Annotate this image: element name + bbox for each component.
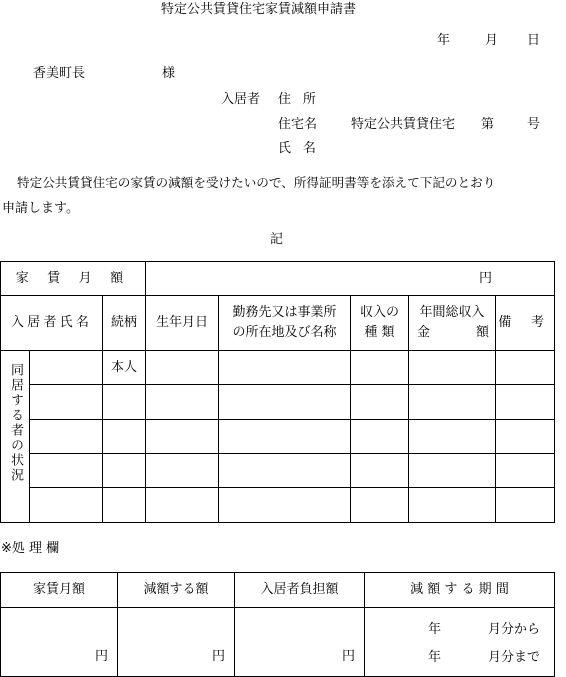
cell-birth[interactable] bbox=[146, 385, 219, 420]
header-income-type-line2: 種 類 bbox=[364, 325, 395, 340]
header-work-line2: の所在地及び名称 bbox=[232, 325, 337, 340]
cell-relation[interactable] bbox=[103, 488, 146, 523]
cohabitant-label-cell bbox=[1, 351, 30, 523]
header-remarks: 備 考 bbox=[496, 296, 555, 351]
cell-relation[interactable] bbox=[103, 454, 146, 488]
cell-income-type[interactable] bbox=[351, 420, 409, 454]
cell-birth[interactable] bbox=[146, 351, 219, 385]
rent-label-cell bbox=[1, 262, 146, 296]
yen-2: 円 bbox=[211, 649, 225, 664]
cell-remarks[interactable] bbox=[496, 420, 555, 454]
header-name: 入居者氏名 bbox=[1, 296, 103, 351]
body-text-line1: 特定公共賃貸住宅の家賃の減額を受けたいので、所得証明書等を添えて下記のとおり bbox=[17, 175, 496, 190]
rent-label: 家 賃 月 額 bbox=[15, 270, 131, 286]
cell-name[interactable] bbox=[30, 420, 103, 454]
date-year: 年 bbox=[437, 33, 451, 48]
name-label: 氏 名 bbox=[278, 141, 320, 156]
cell-income-type[interactable] bbox=[351, 488, 409, 523]
cell-work[interactable] bbox=[219, 488, 351, 523]
cell-income-type[interactable] bbox=[351, 385, 409, 420]
date-day: 日 bbox=[527, 33, 541, 48]
application-table bbox=[0, 261, 555, 523]
housing-value: 特定公共賃貸住宅 bbox=[351, 117, 456, 132]
cell-income-type[interactable] bbox=[351, 454, 409, 488]
processing-table bbox=[0, 572, 555, 677]
cell-work[interactable] bbox=[219, 454, 351, 488]
addressee-honorific: 様 bbox=[162, 66, 176, 81]
body-text-line2: 申請します。 bbox=[2, 201, 79, 216]
cell-annual-income[interactable] bbox=[409, 351, 496, 385]
cell-birth[interactable] bbox=[146, 454, 219, 488]
header-reduction: 減額する額 bbox=[118, 573, 235, 608]
housing-label: 住宅名 bbox=[278, 117, 318, 132]
cell-relation[interactable] bbox=[103, 420, 146, 454]
cell-annual-income[interactable] bbox=[409, 420, 496, 454]
period-from-month: 月分から bbox=[488, 622, 541, 637]
header-income-type-line1: 収入の bbox=[359, 305, 399, 320]
header-annual-income bbox=[409, 296, 496, 351]
cell-rent[interactable] bbox=[1, 608, 118, 677]
cell-name[interactable] bbox=[30, 488, 103, 523]
header-annual-income-gaku: 額 bbox=[475, 325, 489, 340]
period-to-month: 月分まで bbox=[488, 650, 541, 665]
cell-name[interactable] bbox=[30, 454, 103, 488]
number-suffix: 号 bbox=[527, 117, 541, 132]
document-title: 特定公共賃貸住宅家賃減額申請書 bbox=[161, 2, 357, 17]
cell-work[interactable] bbox=[219, 351, 351, 385]
cell-relation[interactable] bbox=[103, 385, 146, 420]
address-label: 住 所 bbox=[278, 92, 320, 107]
cell-burden[interactable] bbox=[235, 608, 365, 677]
cell-annual-income[interactable] bbox=[409, 385, 496, 420]
addressee-name: 香美町長 bbox=[33, 66, 86, 81]
cell-name[interactable] bbox=[30, 351, 103, 385]
header-work bbox=[219, 296, 351, 351]
rent-yen: 円 bbox=[478, 270, 492, 286]
header-period: 減 額 す る 期 間 bbox=[365, 573, 555, 608]
date-month: 月 bbox=[485, 33, 499, 48]
cell-income-type[interactable] bbox=[351, 351, 409, 385]
header-annual-income-line1: 年間総収入 bbox=[419, 305, 485, 320]
cell-remarks[interactable] bbox=[496, 488, 555, 523]
period-to-year: 年 bbox=[428, 650, 442, 665]
header-income-type bbox=[351, 296, 409, 351]
header-birth: 生年月日 bbox=[146, 296, 219, 351]
period-from-year: 年 bbox=[428, 622, 442, 637]
cell-reduction[interactable] bbox=[118, 608, 235, 677]
cell-name[interactable] bbox=[30, 385, 103, 420]
cell-relation-self: 本人 bbox=[103, 351, 146, 385]
cell-annual-income[interactable] bbox=[409, 488, 496, 523]
cell-remarks[interactable] bbox=[496, 385, 555, 420]
cell-birth[interactable] bbox=[146, 420, 219, 454]
cell-work[interactable] bbox=[219, 420, 351, 454]
applicant-label: 入居者 bbox=[221, 92, 261, 107]
header-burden: 入居者負担額 bbox=[235, 573, 365, 608]
cell-annual-income[interactable] bbox=[409, 454, 496, 488]
header-work-line1: 勤務先又は事業所 bbox=[232, 305, 337, 320]
cell-work[interactable] bbox=[219, 385, 351, 420]
processing-label: ※処 理 欄 bbox=[1, 541, 60, 556]
cell-period[interactable] bbox=[365, 608, 555, 677]
header-relation: 続柄 bbox=[103, 296, 146, 351]
header-annual-income-kin: 金 bbox=[417, 325, 431, 340]
ki-label: 記 bbox=[270, 232, 284, 247]
cell-birth[interactable] bbox=[146, 488, 219, 523]
cell-remarks[interactable] bbox=[496, 351, 555, 385]
cohabitant-label: 同居する者の状況 bbox=[8, 363, 23, 483]
yen-3: 円 bbox=[341, 649, 355, 664]
header-rent: 家賃月額 bbox=[1, 573, 118, 608]
number-prefix: 第 bbox=[481, 117, 495, 132]
cell-remarks[interactable] bbox=[496, 454, 555, 488]
yen-1: 円 bbox=[94, 649, 108, 664]
rent-value-cell bbox=[146, 262, 555, 296]
